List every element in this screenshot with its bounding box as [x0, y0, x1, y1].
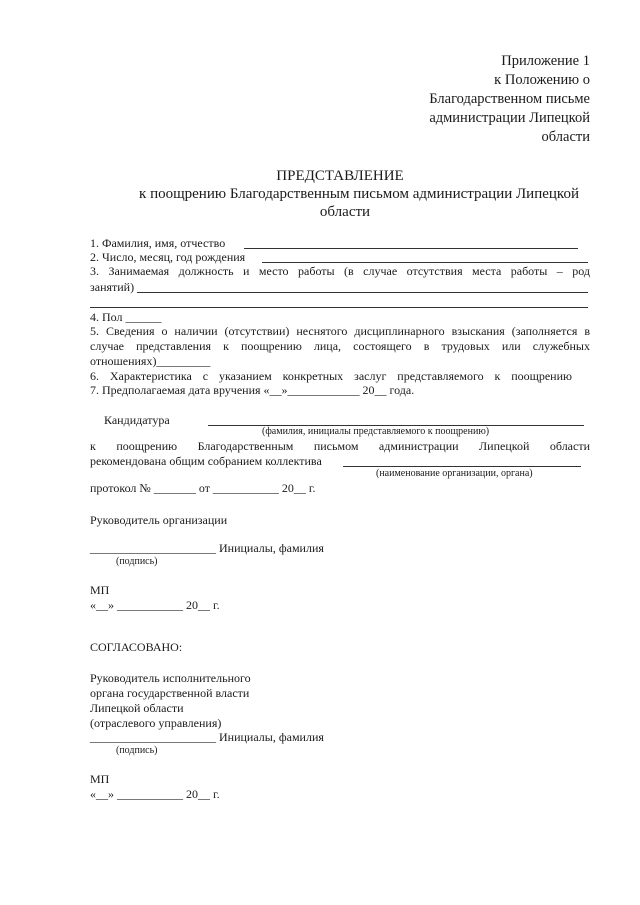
appendix-line-3: Благодарственном письме — [429, 91, 590, 107]
approved-line-4: (отраслевого управления) — [90, 716, 222, 730]
approved-title: СОГЛАСОВАНО: — [90, 640, 183, 654]
approved-seal-mark: МП — [90, 772, 110, 786]
approved-signature-caption: (подпись) — [116, 745, 158, 756]
candidacy-org-line — [343, 466, 581, 467]
field-position-label-cont: занятий) — [90, 280, 135, 294]
field-gender-label: 4. Пол ______ — [90, 310, 162, 324]
document-title: ПРЕДСТАВЛЕНИЕ — [276, 168, 404, 184]
candidacy-org-caption: (наименование организации, органа) — [376, 468, 533, 479]
candidacy-text-2: рекомендована общим собранием коллектива — [90, 454, 322, 468]
head-org-seal-mark: МП — [90, 583, 110, 597]
field-award-date-label: 7. Предполагаемая дата вручения «__»____________ 20__ года. — [90, 383, 415, 397]
candidacy-label: Кандидатура — [104, 413, 170, 427]
head-org-date: «__» ___________ 20__ г. — [90, 598, 220, 612]
head-org-signature-line: _____________________ Инициалы, фамилия — [90, 541, 324, 555]
approved-line-1: Руководитель исполнительного — [90, 671, 251, 685]
approved-signature-line: _____________________ Инициалы, фамилия — [90, 730, 324, 744]
field-position-line-2 — [90, 307, 588, 308]
head-org-signature-caption: (подпись) — [116, 556, 158, 567]
approved-date: «__» ___________ 20__ г. — [90, 787, 220, 801]
document-subtitle-2: области — [319, 204, 371, 220]
field-discipline-label: 5. Сведения о наличии (отсутствии) неснятого дисциплинарного взыскания (заполняется в — [90, 324, 590, 338]
candidacy-caption: (фамилия, инициалы представляемого к поощрению) — [262, 426, 490, 437]
field-position-label: 3. Занимаемая должность и место работы (в случае отсутствия места работы – род — [90, 264, 590, 278]
head-org-label: Руководитель организации — [90, 513, 228, 527]
field-position-line — [137, 292, 588, 293]
appendix-line-5: области — [541, 129, 590, 145]
protocol-line: протокол № _______ от ___________ 20__ г. — [90, 481, 316, 495]
field-birth-date-label: 2. Число, месяц, год рождения — [90, 250, 246, 264]
field-discipline-label-3: отношениях)_________ — [90, 354, 211, 368]
field-full-name-line — [244, 248, 578, 249]
approved-line-2: органа государственной власти — [90, 686, 250, 700]
document-subtitle: к поощрению Благодарственным письмом администрации Липецкой — [139, 186, 579, 202]
appendix-line-1: Приложение 1 — [501, 53, 590, 69]
candidacy-text-1: к поощрению Благодарственным письмом администрации Липецкой области — [90, 439, 590, 453]
field-discipline-label-2: случае представления к поощрению лица, состоящего в трудовых или служебных — [90, 339, 590, 353]
approved-line-3: Липецкой области — [90, 701, 184, 715]
appendix-line-4: администрации Липецкой — [429, 110, 590, 126]
field-full-name-label: 1. Фамилия, имя, отчество — [90, 236, 226, 250]
appendix-block — [429, 52, 590, 147]
field-birth-date-line — [262, 262, 588, 263]
appendix-line-2: к Положению о — [494, 72, 590, 88]
field-characteristic-label: 6. Характеристика с указанием конкретных заслуг представляемого к поощрению — [90, 369, 572, 383]
